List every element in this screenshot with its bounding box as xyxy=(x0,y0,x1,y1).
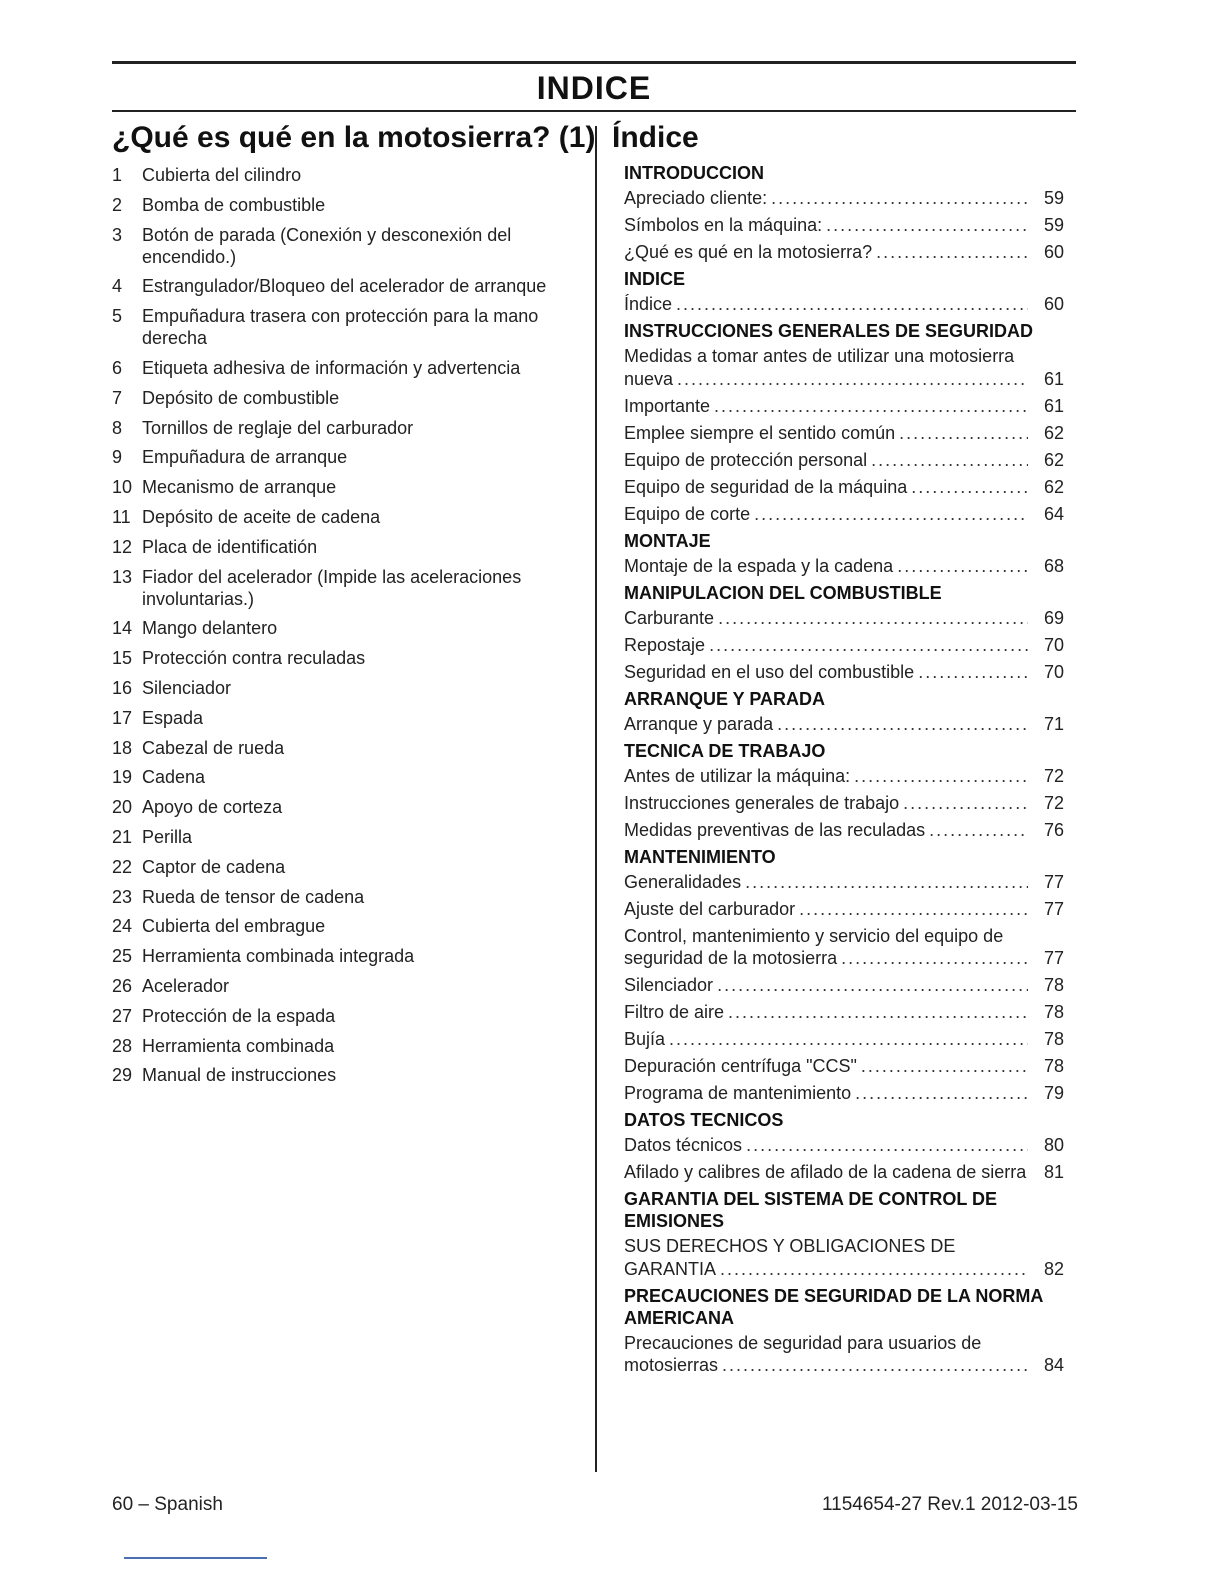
toc-entry[interactable] xyxy=(624,634,1064,657)
part-label: Captor de cadena xyxy=(142,856,286,877)
toc-entry[interactable] xyxy=(624,1082,1064,1105)
toc-entry[interactable] xyxy=(624,422,1064,445)
toc-entry-text: Importante xyxy=(624,395,711,416)
toc-entry-line xyxy=(624,293,1064,316)
toc-page-number: 78 xyxy=(1043,1056,1064,1076)
toc-page-number: 79 xyxy=(1043,1083,1064,1103)
part-number: 16 xyxy=(112,677,133,698)
toc-entry[interactable] xyxy=(624,765,1064,788)
toc-page-number: 77 xyxy=(1043,948,1064,968)
toc-entry-text: Programa de mantenimiento xyxy=(624,1083,852,1103)
part-number: 12 xyxy=(112,536,133,557)
toc-page-number: 62 xyxy=(1043,476,1064,497)
toc-entry-text: Ajuste del carburador xyxy=(624,898,796,919)
leader-dots xyxy=(876,241,1028,264)
toc-page-number: 70 xyxy=(1043,661,1064,682)
list-item xyxy=(112,707,582,729)
list-item xyxy=(112,446,582,468)
toc-entry[interactable] xyxy=(624,214,1064,237)
toc-section xyxy=(612,846,1064,1105)
toc-entry[interactable] xyxy=(624,607,1064,630)
toc-heading: PRECAUCIONES DE SEGURIDAD DE LA NORMA AMERICANA xyxy=(624,1285,1043,1328)
toc-section xyxy=(612,740,1064,842)
toc-entry-text: Símbolos en la máquina: xyxy=(624,215,823,235)
toc-entry-text: Emplee siempre el sentido común xyxy=(624,422,896,443)
part-label: Fiador del acelerador (Impide las aceleraciones involuntarias.) xyxy=(142,566,522,609)
leader-dots xyxy=(777,713,1028,736)
leader-dots xyxy=(855,1082,1028,1105)
leader-dots xyxy=(746,1134,1028,1157)
leader-dots xyxy=(676,293,1028,316)
part-number: 7 xyxy=(112,387,123,408)
column-divider xyxy=(595,126,597,1472)
toc-heading: ARRANQUE Y PARADA xyxy=(624,688,826,709)
toc-entry[interactable] xyxy=(624,1134,1064,1157)
list-item xyxy=(112,617,582,639)
toc-entry[interactable] xyxy=(624,819,1064,842)
toc-entry-line xyxy=(624,1001,1064,1024)
leader-dots xyxy=(709,634,1028,657)
toc-page-number: 70 xyxy=(1043,634,1064,655)
parts-section-title: ¿Qué es qué en la motosierra? (1) xyxy=(112,121,596,154)
part-label: Empuñadura de arranque xyxy=(142,447,348,468)
leader-dots xyxy=(714,395,1028,418)
list-item xyxy=(112,1005,582,1027)
toc-page-number: 81 xyxy=(1043,1162,1064,1182)
list-item xyxy=(112,737,582,759)
toc-entry[interactable] xyxy=(624,925,1064,970)
leader-dots xyxy=(929,819,1028,842)
toc-page-number: 62 xyxy=(1043,449,1064,470)
leader-dots xyxy=(899,422,1028,445)
toc-entry-line xyxy=(624,555,1064,578)
part-label: Empuñadura trasera con protección para la mano derecha xyxy=(142,306,539,349)
leader-dots xyxy=(677,368,1028,391)
part-label: Herramienta combinada xyxy=(142,1035,335,1056)
list-item xyxy=(112,476,582,498)
toc-entry-text: Depuración centrífuga "CCS" xyxy=(624,1056,857,1076)
header-bottom-rule xyxy=(112,110,1076,112)
toc-entry-line xyxy=(624,1055,1064,1078)
part-number: 17 xyxy=(112,707,133,728)
toc-page-number: 69 xyxy=(1043,607,1064,628)
toc-entry-text-line1: Precauciones de seguridad para usuarios de xyxy=(624,1332,982,1353)
toc-page-number: 60 xyxy=(1043,294,1064,314)
leader-dots xyxy=(754,503,1028,526)
part-number: 1 xyxy=(112,165,123,185)
toc-entry-line xyxy=(624,634,1064,657)
toc-entry-line xyxy=(624,241,1064,264)
part-number: 2 xyxy=(112,194,123,215)
toc-entry[interactable] xyxy=(624,1055,1064,1078)
leader-dots xyxy=(717,974,1028,997)
toc-entry-text: Apreciado cliente: xyxy=(624,188,768,208)
toc-entry-text-line1: Control, mantenimiento y servicio del equipo de xyxy=(624,925,1004,946)
toc-entry-text: ¿Qué es qué en la motosierra? xyxy=(624,242,873,262)
toc-page-number: 64 xyxy=(1043,503,1064,524)
toc-entry-text: Equipo de protección personal xyxy=(624,449,868,470)
leader-dots xyxy=(897,555,1028,578)
toc-entry-line xyxy=(624,1258,1064,1281)
toc-entry-line xyxy=(624,1028,1064,1051)
toc-section xyxy=(612,582,1064,684)
leader-dots xyxy=(861,1055,1028,1078)
part-label: Silenciador xyxy=(142,677,232,698)
part-label: Protección contra reculadas xyxy=(142,648,366,669)
toc-entry-line xyxy=(624,974,1064,997)
toc-page-number: 84 xyxy=(1043,1355,1064,1375)
leader-dots xyxy=(871,449,1028,472)
toc-entry-text: Equipo de corte xyxy=(624,503,751,524)
toc-entry[interactable] xyxy=(624,1001,1064,1024)
toc-entry-text: Carburante xyxy=(624,607,715,628)
toc-entry-text: motosierras xyxy=(624,1355,719,1375)
leader-dots xyxy=(718,607,1028,630)
part-label: Rueda de tensor de cadena xyxy=(142,886,365,907)
toc-entry-line xyxy=(624,449,1064,472)
toc-page-number: 59 xyxy=(1043,215,1064,235)
toc-page-number: 77 xyxy=(1043,871,1064,892)
toc-entry-text: GARANTIA xyxy=(624,1258,717,1279)
part-label: Cadena xyxy=(142,767,206,788)
toc-entry-text: seguridad de la motosierra xyxy=(624,948,838,968)
toc-entry[interactable] xyxy=(624,503,1064,526)
parts-section xyxy=(112,118,596,1094)
list-item xyxy=(112,164,582,186)
toc-heading: INDICE xyxy=(624,269,686,289)
list-item xyxy=(112,536,582,558)
list-item xyxy=(112,357,582,379)
table-of-contents xyxy=(612,162,1064,1377)
toc-entry-text: Filtro de aire xyxy=(624,1002,725,1022)
part-label: Manual de instrucciones xyxy=(142,1065,337,1086)
part-label: Bomba de combustible xyxy=(142,194,326,215)
leader-dots xyxy=(669,1028,1028,1051)
toc-entry[interactable] xyxy=(624,713,1064,736)
leader-dots xyxy=(903,792,1028,815)
footer-page-label: 60 – Spanish xyxy=(112,1494,223,1515)
part-label: Perilla xyxy=(142,826,193,847)
list-item xyxy=(112,826,582,848)
toc-section xyxy=(612,1285,1064,1377)
list-item xyxy=(112,945,582,967)
toc-entry-text: Índice xyxy=(624,294,673,314)
toc-heading: MANTENIMIENTO xyxy=(624,846,776,867)
footer-link-underline xyxy=(124,1557,267,1559)
toc-section xyxy=(612,162,1064,264)
list-item xyxy=(112,766,582,788)
part-label: Cubierta del cilindro xyxy=(142,165,302,185)
leader-dots xyxy=(918,661,1028,684)
part-number: 6 xyxy=(112,357,123,378)
part-label: Protección de la espada xyxy=(142,1005,336,1026)
part-number: 28 xyxy=(112,1035,133,1056)
toc-page-number: 78 xyxy=(1043,1002,1064,1022)
part-number: 4 xyxy=(112,276,123,297)
part-label: Mecanismo de arranque xyxy=(142,477,337,498)
toc-entry[interactable] xyxy=(624,898,1064,921)
part-label: Depósito de combustible xyxy=(142,387,340,408)
part-number: 20 xyxy=(112,797,133,818)
toc-entry-text: Equipo de seguridad de la máquina xyxy=(624,476,908,497)
toc-entry-text: Generalidades xyxy=(624,871,742,892)
toc-heading: TECNICA DE TRABAJO xyxy=(624,740,826,761)
toc-entry-line xyxy=(624,422,1064,445)
toc-entry-line xyxy=(624,1082,1064,1105)
leader-dots xyxy=(745,871,1028,894)
part-number: 26 xyxy=(112,975,133,996)
toc-entry[interactable] xyxy=(624,1161,1064,1184)
toc-page-number: 82 xyxy=(1043,1258,1064,1279)
part-label: Cubierta del embrague xyxy=(142,916,326,937)
toc-entry-line xyxy=(624,792,1064,815)
leader-dots xyxy=(720,1258,1028,1281)
toc-page-number: 62 xyxy=(1043,422,1064,443)
toc-entry-text: Antes de utilizar la máquina: xyxy=(624,765,851,786)
toc-entry-line xyxy=(624,898,1064,921)
toc-entry-line xyxy=(624,1161,1064,1184)
toc-entry-line xyxy=(624,503,1064,526)
toc-entry-line xyxy=(624,871,1064,894)
leader-dots xyxy=(826,214,1028,237)
part-number: 3 xyxy=(112,224,123,245)
leader-dots xyxy=(799,898,1028,921)
part-label: Estrangulador/Bloqueo del acelerador de arranque xyxy=(142,276,547,297)
toc-entry-text: Instrucciones generales de trabajo xyxy=(624,792,900,813)
toc-entry-line xyxy=(624,476,1064,499)
leader-dots xyxy=(771,187,1028,210)
toc-entry[interactable] xyxy=(624,555,1064,578)
part-number: 5 xyxy=(112,306,123,327)
toc-entry-text: Bujía xyxy=(624,1029,666,1049)
toc-entry[interactable] xyxy=(624,1028,1064,1051)
toc-entry-text: Medidas preventivas de las reculadas xyxy=(624,819,926,840)
toc-entry[interactable] xyxy=(624,1235,1064,1280)
part-number: 13 xyxy=(112,566,133,587)
toc-heading: GARANTIA DEL SISTEMA DE CONTROL DE EMISIONES xyxy=(624,1189,998,1231)
part-number: 8 xyxy=(112,417,123,438)
toc-entry-line xyxy=(624,1354,1064,1377)
leader-dots xyxy=(722,1354,1028,1377)
part-number: 18 xyxy=(112,737,133,758)
toc-section xyxy=(612,530,1064,578)
leader-dots xyxy=(854,765,1028,788)
toc-page-number: 72 xyxy=(1043,792,1064,813)
part-number: 14 xyxy=(112,618,133,639)
part-number: 11 xyxy=(112,506,131,527)
toc-entry-line xyxy=(624,607,1064,630)
toc-entry[interactable] xyxy=(624,1332,1064,1377)
part-number: 10 xyxy=(112,477,133,498)
list-item xyxy=(112,387,582,409)
toc-entry-line xyxy=(624,819,1064,842)
part-label: Herramienta combinada integrada xyxy=(142,946,415,967)
list-item xyxy=(112,275,582,297)
part-number: 27 xyxy=(112,1005,133,1026)
toc-entry[interactable] xyxy=(624,661,1064,684)
toc-page-number: 61 xyxy=(1043,368,1064,389)
toc-entry-line xyxy=(624,947,1064,970)
list-item xyxy=(112,566,582,610)
list-item xyxy=(112,506,582,528)
part-number: 22 xyxy=(112,856,133,877)
toc-page-number: 71 xyxy=(1043,713,1064,734)
list-item xyxy=(112,915,582,937)
index-section xyxy=(612,118,1064,1381)
part-label: Acelerador xyxy=(142,975,230,996)
toc-heading: INTRODUCCION xyxy=(624,163,764,183)
list-item xyxy=(112,305,582,349)
part-label: Depósito de aceite de cadena xyxy=(142,506,381,527)
toc-section xyxy=(612,1109,1064,1184)
list-item xyxy=(112,417,582,439)
toc-entry-line xyxy=(624,214,1064,237)
toc-section xyxy=(612,268,1064,316)
index-section-title: Índice xyxy=(612,121,699,154)
toc-entry-text: Silenciador xyxy=(624,975,714,995)
toc-heading: MONTAJE xyxy=(624,530,711,551)
part-label: Etiqueta adhesiva de información y advertencia xyxy=(142,357,521,378)
list-item xyxy=(112,796,582,818)
part-number: 25 xyxy=(112,946,133,967)
toc-entry-line xyxy=(624,187,1064,210)
page-title: INDICE xyxy=(536,70,652,106)
list-item xyxy=(112,647,582,669)
toc-heading: DATOS TECNICOS xyxy=(624,1110,784,1130)
list-item xyxy=(112,1064,582,1086)
toc-entry-line xyxy=(624,1134,1064,1157)
leader-dots xyxy=(841,947,1028,970)
footer-doc-id: 1154654-27 Rev.1 2012-03-15 xyxy=(822,1494,1078,1515)
part-label: Mango delantero xyxy=(142,618,278,639)
toc-heading: MANIPULACION DEL COMBUSTIBLE xyxy=(624,582,942,603)
toc-entry[interactable] xyxy=(624,395,1064,418)
toc-entry[interactable] xyxy=(624,871,1064,894)
toc-entry-text-line1: SUS DERECHOS Y OBLIGACIONES DE xyxy=(624,1236,956,1256)
toc-page-number: 60 xyxy=(1043,242,1064,262)
part-label: Tornillos de reglaje del carburador xyxy=(142,417,414,438)
part-label: Apoyo de corteza xyxy=(142,797,283,818)
leader-dots xyxy=(911,476,1028,499)
part-label: Espada xyxy=(142,707,204,728)
toc-entry-text-line1: Medidas a tomar antes de utilizar una motosierra xyxy=(624,346,1015,366)
toc-section xyxy=(612,320,1064,525)
part-number: 9 xyxy=(112,447,123,468)
part-label: Botón de parada (Conexión y desconexión del encendido.) xyxy=(142,224,512,267)
parts-list xyxy=(112,164,582,1086)
toc-entry-text: Repostaje xyxy=(624,634,706,655)
toc-entry-line xyxy=(624,661,1064,684)
toc-section xyxy=(612,1188,1064,1280)
toc-entry-line xyxy=(624,395,1064,418)
list-item xyxy=(112,194,582,216)
toc-entry[interactable] xyxy=(624,792,1064,815)
part-number: 21 xyxy=(112,826,133,847)
toc-entry-line xyxy=(624,713,1064,736)
toc-page-number: 72 xyxy=(1043,765,1064,786)
toc-entry[interactable] xyxy=(624,449,1064,472)
list-item xyxy=(112,975,582,997)
part-label: Placa de identificatión xyxy=(142,536,318,557)
part-number: 23 xyxy=(112,886,133,907)
toc-entry-text: Montaje de la espada y la cadena xyxy=(624,555,894,576)
toc-entry-line xyxy=(624,368,1064,391)
list-item xyxy=(112,856,582,878)
toc-page-number: 78 xyxy=(1043,1029,1064,1049)
list-item xyxy=(112,224,582,268)
toc-page-number: 78 xyxy=(1043,975,1064,995)
toc-section xyxy=(612,688,1064,736)
part-number: 24 xyxy=(112,916,133,937)
toc-entry-text: nueva xyxy=(624,368,674,389)
part-number: 19 xyxy=(112,767,133,788)
part-number: 29 xyxy=(112,1065,133,1086)
toc-entry[interactable] xyxy=(624,974,1064,997)
toc-entry[interactable] xyxy=(624,241,1064,264)
toc-heading: INSTRUCCIONES GENERALES DE SEGURIDAD xyxy=(624,321,1034,341)
toc-entry[interactable] xyxy=(624,293,1064,316)
toc-page-number: 61 xyxy=(1043,395,1064,416)
list-item xyxy=(112,886,582,908)
toc-page-number: 59 xyxy=(1043,188,1064,208)
toc-page-number: 80 xyxy=(1043,1135,1064,1155)
toc-entry-text: Arranque y parada xyxy=(624,713,774,734)
toc-entry-text: Seguridad en el uso del combustible xyxy=(624,661,915,682)
toc-entry-text: Afilado y calibres de afilado de la cadena de sierra xyxy=(624,1162,1027,1182)
list-item xyxy=(112,677,582,699)
toc-page-number: 77 xyxy=(1043,898,1064,919)
toc-entry-text: Datos técnicos xyxy=(624,1135,743,1155)
list-item xyxy=(112,1035,582,1057)
leader-dots xyxy=(728,1001,1028,1024)
header-top-rule xyxy=(112,61,1076,64)
part-label: Cabezal de rueda xyxy=(142,737,285,758)
toc-page-number: 68 xyxy=(1043,555,1064,576)
toc-entry[interactable] xyxy=(624,476,1064,499)
toc-entry[interactable] xyxy=(624,345,1064,390)
toc-page-number: 76 xyxy=(1043,819,1064,840)
toc-entry-line xyxy=(624,765,1064,788)
toc-entry[interactable] xyxy=(624,187,1064,210)
part-number: 15 xyxy=(112,648,133,669)
